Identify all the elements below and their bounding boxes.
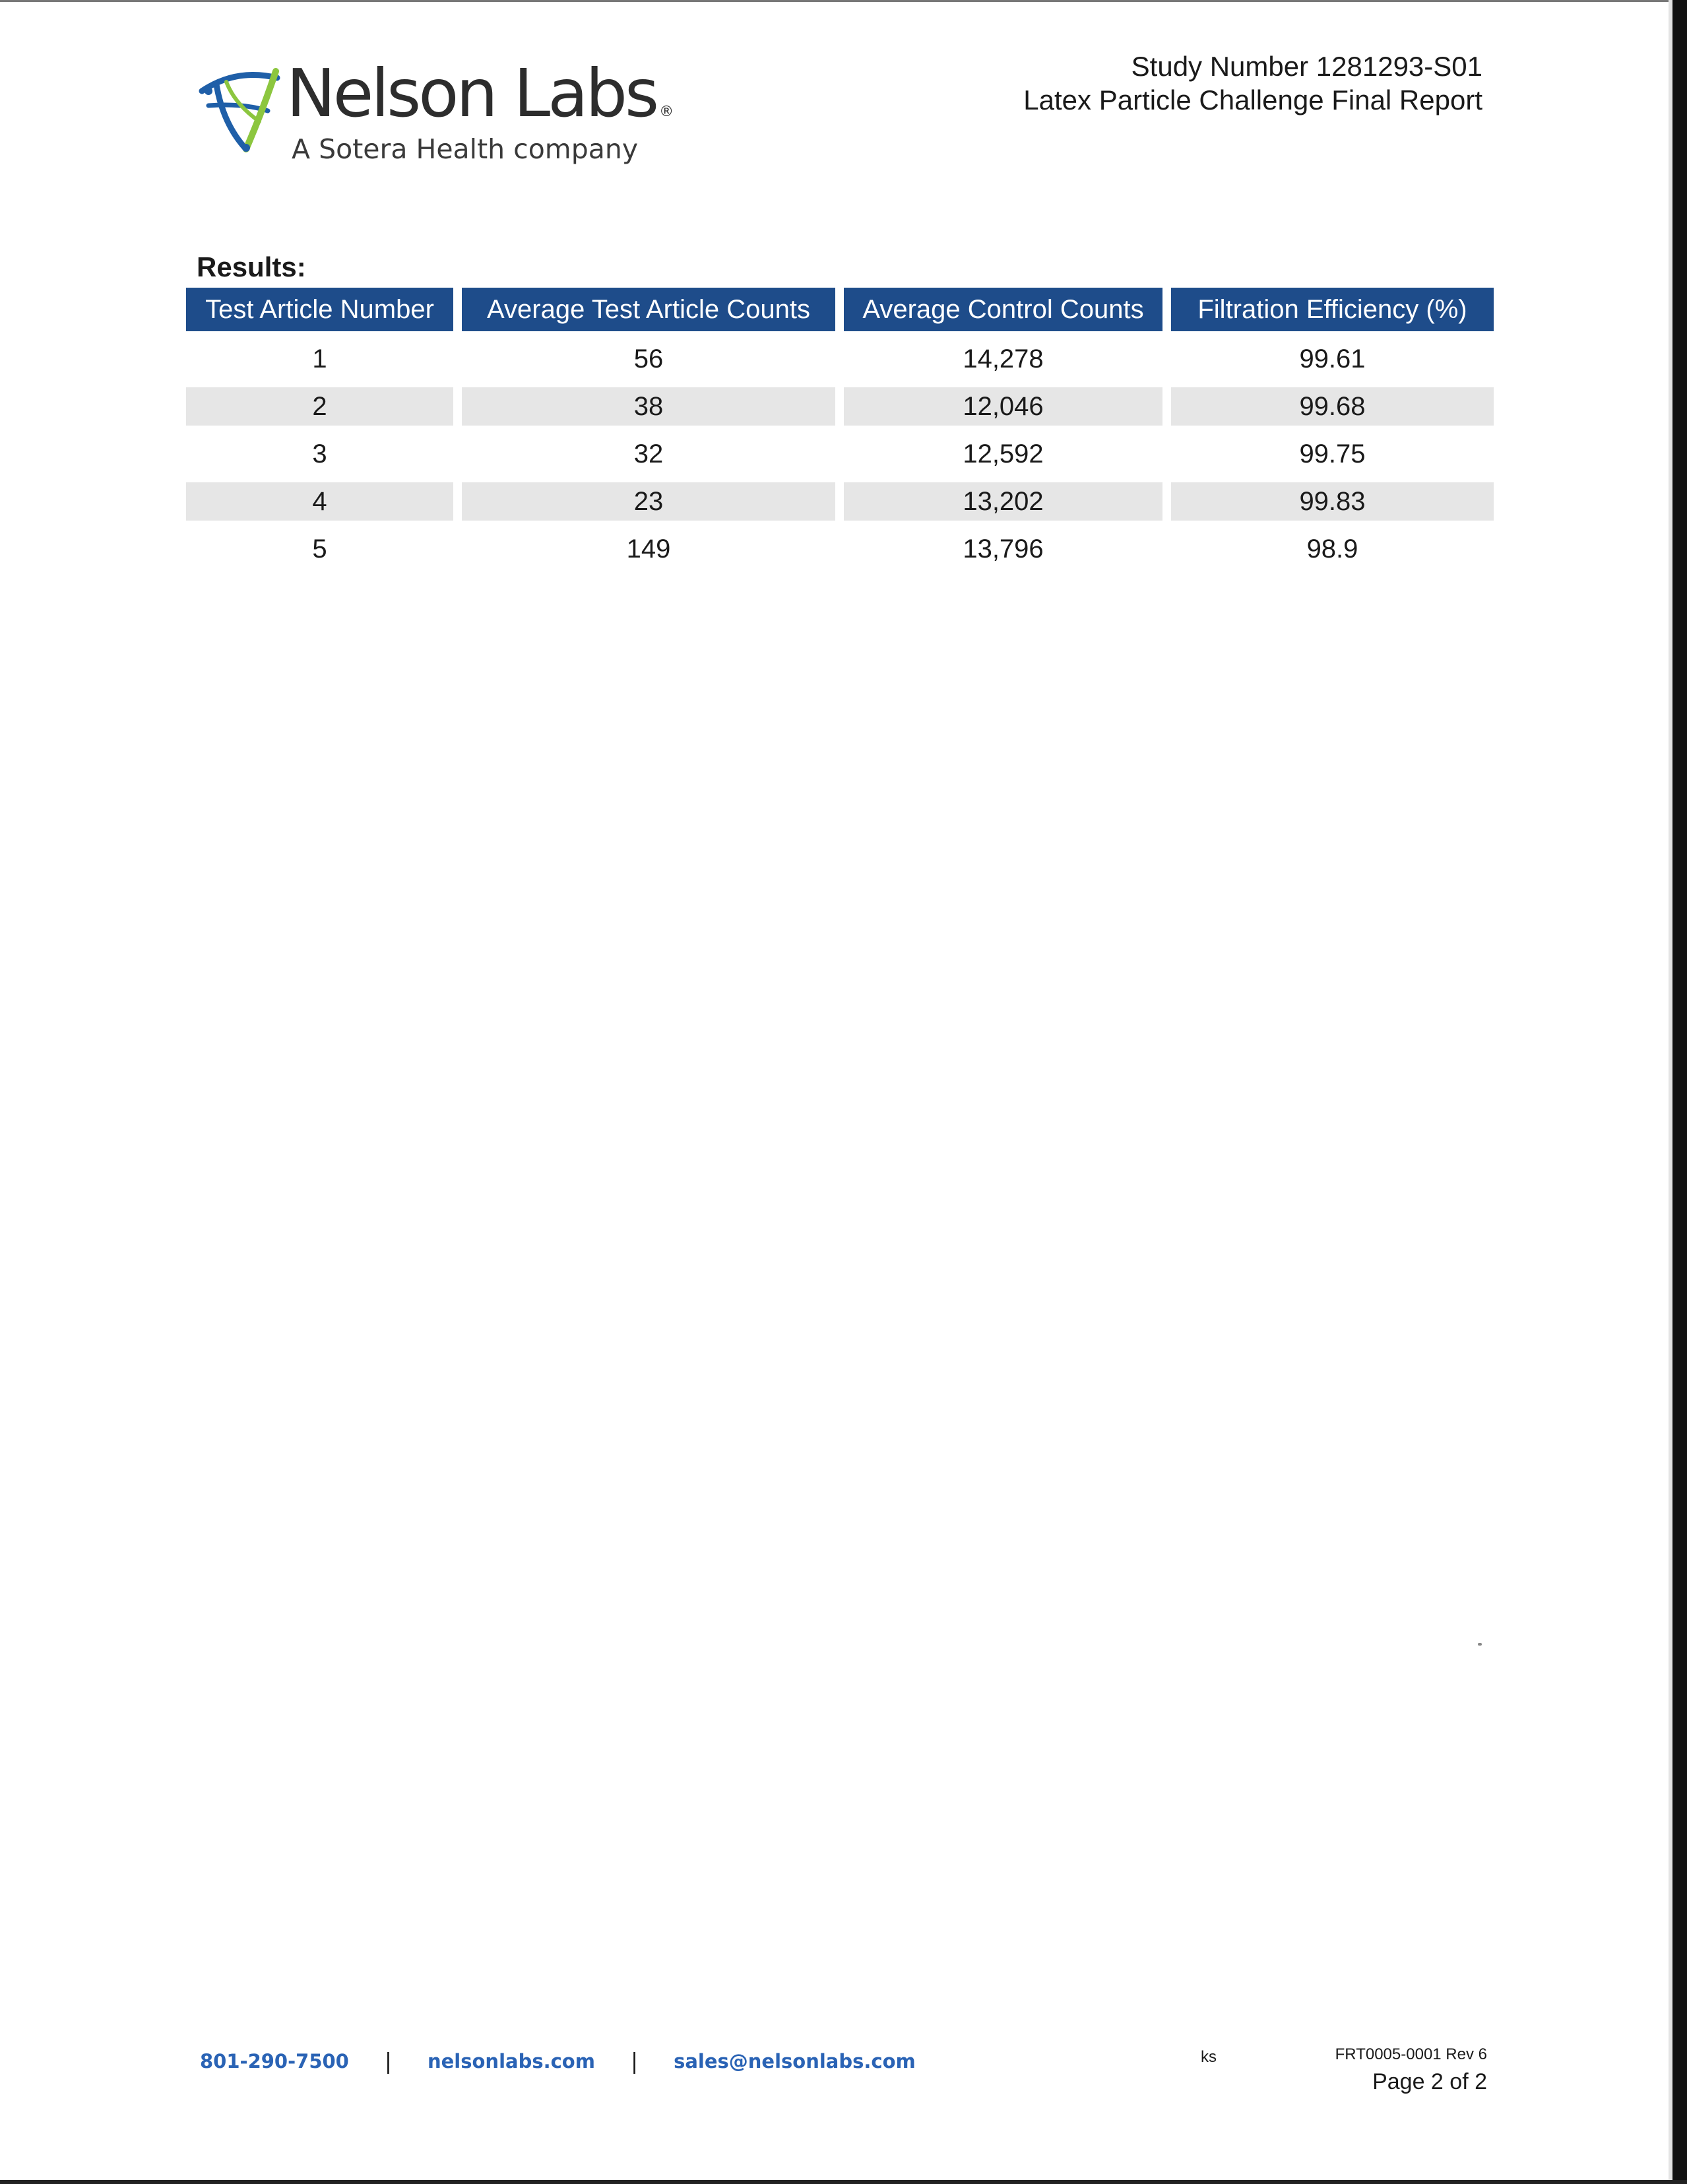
- table-cell: 13,796: [963, 534, 1044, 563]
- results-heading: Results:: [197, 251, 306, 282]
- table-cell: 56: [633, 344, 664, 373]
- column-header-filtration-efficiency: Filtration Efficiency (%): [1171, 288, 1494, 331]
- footer-website-link[interactable]: nelsonlabs.com: [427, 2049, 595, 2072]
- table-cell: 12,592: [963, 439, 1044, 468]
- table-cell: 3: [312, 439, 327, 468]
- table-cell: 1: [312, 344, 327, 373]
- table-header-row: [186, 288, 1494, 331]
- table-row: [186, 430, 1494, 478]
- table-cell: 13,202: [844, 482, 1162, 521]
- scan-speck: [1478, 1643, 1482, 1646]
- logo-tagline: A Sotera Health company: [292, 133, 639, 165]
- table-cell: 5: [312, 534, 327, 563]
- logo-wordmark: [286, 55, 674, 132]
- table-cell: 14,278: [963, 344, 1044, 373]
- table-cell: 23: [462, 482, 835, 521]
- table-row: [186, 383, 1494, 430]
- footer-separator: |: [384, 2048, 392, 2074]
- table-cell: 12,046: [844, 387, 1162, 426]
- footer-form-number: FRT0005-0001 Rev 6: [1335, 2045, 1487, 2063]
- table-cell: 149: [626, 534, 671, 563]
- table-cell: 98.9: [1306, 534, 1358, 563]
- footer-separator: |: [630, 2048, 639, 2074]
- footer-page-number: Page 2 of 2: [1372, 2069, 1487, 2094]
- footer-email-link[interactable]: sales@nelsonlabs.com: [674, 2049, 916, 2072]
- study-number: Study Number 1281293-S01: [1131, 51, 1482, 82]
- logo-name-text: Nelson Labs: [286, 55, 657, 132]
- report-header: [1023, 49, 1482, 117]
- footer-phone[interactable]: 801-290-7500: [200, 2049, 349, 2072]
- page-edge-bottom: [0, 2180, 1687, 2184]
- table-cell: 99.68: [1171, 387, 1494, 426]
- table-cell: 99.61: [1299, 344, 1366, 373]
- column-header-test-article-number: Test Article Number: [186, 288, 453, 331]
- footer-initials: ks: [1201, 2048, 1217, 2066]
- footer-contacts: [200, 2048, 916, 2074]
- table-row: [186, 478, 1494, 525]
- logo-registered-mark: ®: [659, 104, 674, 120]
- company-logo: [197, 55, 674, 173]
- table-cell: 2: [186, 387, 453, 426]
- table-cell: 4: [186, 482, 453, 521]
- table-cell: 99.83: [1171, 482, 1494, 521]
- page-edge-right: [1672, 0, 1687, 2184]
- results-table: [186, 288, 1494, 573]
- column-header-average-control-counts: Average Control Counts: [844, 288, 1162, 331]
- report-title: Latex Particle Challenge Final Report: [1023, 84, 1482, 115]
- table-cell: 99.75: [1299, 439, 1366, 468]
- table-row: [186, 525, 1494, 573]
- table-cell: 38: [462, 387, 835, 426]
- table-cell: 32: [633, 439, 664, 468]
- page-edge-top: [0, 0, 1687, 2]
- table-row: [186, 335, 1494, 383]
- nelson-labs-emblem-icon: [197, 65, 282, 157]
- column-header-average-test-article-counts: Average Test Article Counts: [462, 288, 835, 331]
